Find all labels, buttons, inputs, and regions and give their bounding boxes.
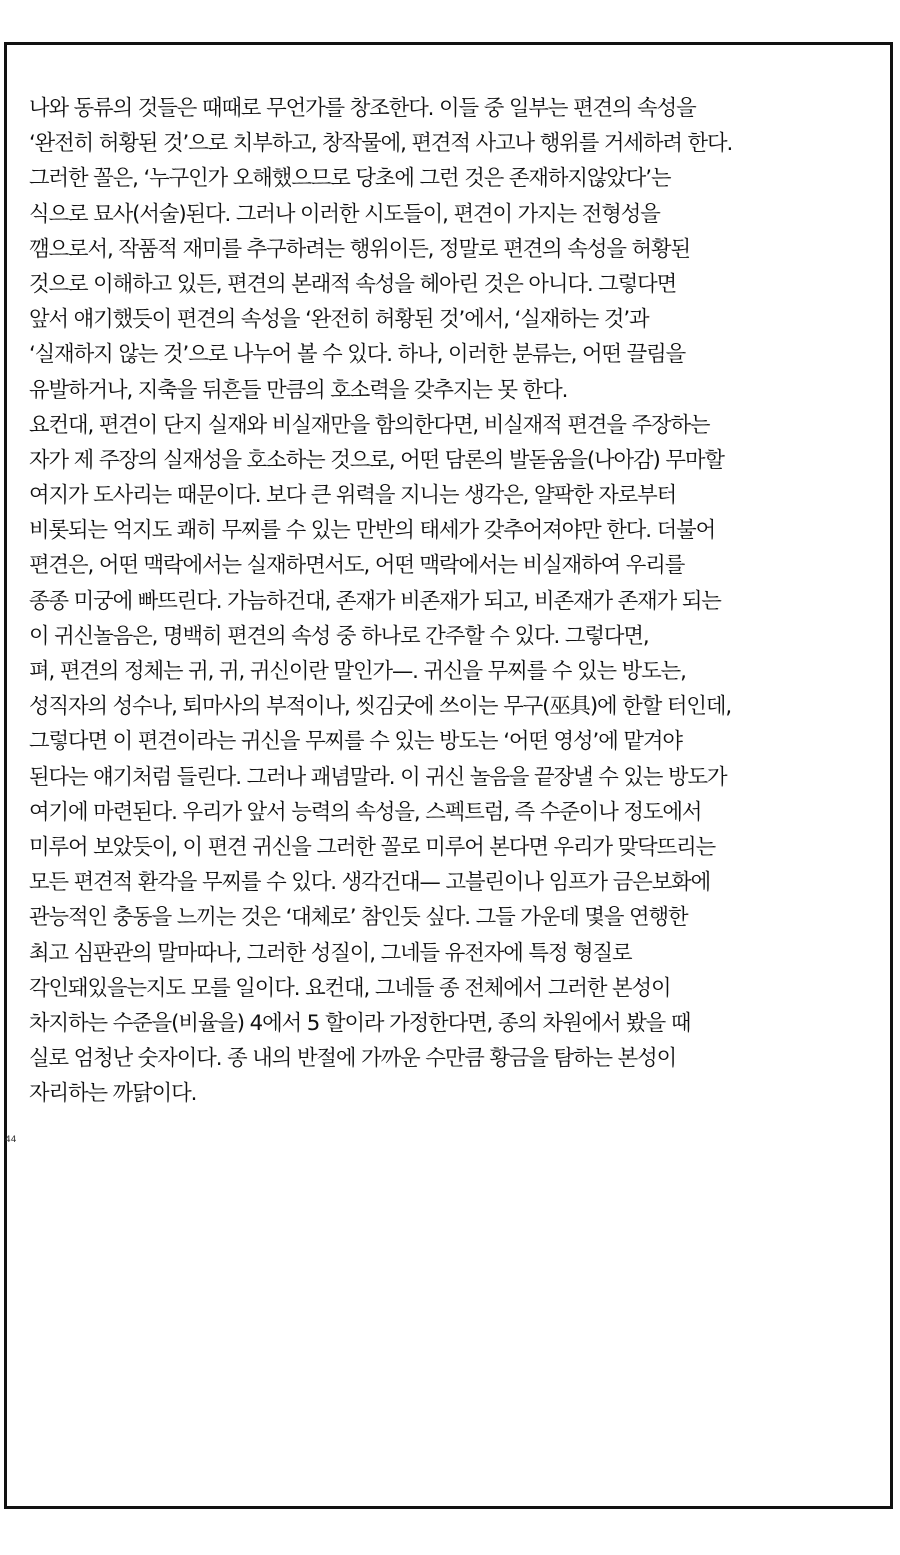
text-line: 모든 편견적 환각을 무찌를 수 있다. 생각건대— 고블린이나 임프가 금은보화에 bbox=[29, 870, 711, 896]
text-line: 여기에 마련된다. 우리가 앞서 능력의 속성을, 스펙트럼, 즉 수준이나 정도에서 bbox=[29, 799, 702, 825]
text-line: 요컨대, 편견이 단지 실재와 비실재만을 함의한다면, 비실재적 편견을 주장하는 bbox=[29, 412, 710, 438]
text-line: 펴, 편견의 정체는 귀, 귀, 귀신이란 말인가—. 귀신을 무찌를 수 있는 방도는, bbox=[29, 659, 686, 684]
text-line: 성직자의 성수나, 퇴마사의 부적이나, 씻김굿에 쓰이는 무구(巫具)에 한할 터인데, bbox=[29, 694, 732, 720]
text-line: 최고 심판관의 말마따나, 그러한 성질이, 그네들 유전자에 특정 형질로 bbox=[29, 940, 632, 966]
text-line: 유발하거나, 지축을 뒤흔들 만큼의 호소력을 갖추지는 못 한다. bbox=[29, 377, 568, 403]
text-line: 깸으로서, 작품적 재미를 추구하려는 행위이든, 정말로 편견의 속성을 허황된 bbox=[29, 236, 690, 262]
text-line: 차지하는 수준을(비율을) 4에서 5 할이라 가정한다면, 종의 차원에서 봤을 때 bbox=[29, 1010, 691, 1036]
body-text bbox=[29, 91, 899, 1111]
text-line: 실로 엄청난 숫자이다. 종 내의 반절에 가까운 수만큼 황금을 탐하는 본성이 bbox=[29, 1046, 677, 1072]
text-line: 관능적인 충동을 느끼는 것은 ‘대체로’ 참인듯 싶다. 그들 가운데 몇을 연행한 bbox=[29, 905, 688, 931]
text-line: 종종 미궁에 빠뜨린다. 가늠하건대, 존재가 비존재가 되고, 비존재가 존재가 되는 bbox=[29, 588, 721, 614]
text-line: 나와 동류의 것들은 때때로 무언가를 창조한다. 이들 중 일부는 편견의 속성을 bbox=[29, 96, 696, 121]
page-frame bbox=[4, 42, 893, 1509]
text-line: 비롯되는 억지도 쾌히 무찌를 수 있는 만반의 태세가 갖추어져야만 한다. 더불어 bbox=[29, 518, 716, 544]
text-line: 것으로 이해하고 있든, 편견의 본래적 속성을 헤아린 것은 아니다. 그렇다면 bbox=[29, 271, 677, 297]
page-number: 44 bbox=[5, 1135, 17, 1145]
text-line: 그렇다면 이 편견이라는 귀신을 무찌를 수 있는 방도는 ‘어떤 영성’에 맡겨야 bbox=[29, 729, 682, 755]
text-line: 식으로 묘사(서술)된다. 그러나 이러한 시도들이, 편견이 가지는 전형성을 bbox=[29, 201, 660, 227]
text-line: 앞서 얘기했듯이 편견의 속성을 ‘완전히 허황된 것’에서, ‘실재하는 것’과 bbox=[29, 307, 649, 333]
text-line: 된다는 얘기처럼 들린다. 그러나 괘념말라. 이 귀신 놀음을 끝장낼 수 있는 방도가 bbox=[29, 764, 727, 790]
text-line: 미루어 보았듯이, 이 편견 귀신을 그러한 꼴로 미루어 본다면 우리가 맞닥뜨리는 bbox=[29, 834, 716, 860]
text-line: 자리하는 까닭이다. bbox=[29, 1081, 197, 1107]
text-line: 그러한 꼴은, ‘누구인가 오해했으므로 당초에 그런 것은 존재하지않았다’는 bbox=[29, 166, 671, 192]
text-line: 여지가 도사리는 때문이다. 보다 큰 위력을 지니는 생각은, 얄팍한 자로부터 bbox=[29, 483, 677, 509]
text-line: 각인돼있을는지도 모를 일이다. 요컨대, 그네들 종 전체에서 그러한 본성이 bbox=[29, 975, 671, 1001]
text-line: ‘실재하지 않는 것’으로 나누어 볼 수 있다. 하나, 이러한 분류는, 어떤 끌림을 bbox=[29, 342, 686, 368]
text-line: 편견은, 어떤 맥락에서는 실재하면서도, 어떤 맥락에서는 비실재하여 우리를 bbox=[29, 553, 685, 579]
text-line: 이 귀신놀음은, 명백히 편견의 속성 중 하나로 간주할 수 있다. 그렇다면, bbox=[29, 623, 649, 649]
text-line: ‘완전히 허황된 것’으로 치부하고, 창작물에, 편견적 사고나 행위를 거세하려 한다. bbox=[29, 131, 733, 157]
text-line: 자가 제 주장의 실재성을 호소하는 것으로, 어떤 담론의 발돋움을(나아감) 무마할 bbox=[29, 447, 724, 473]
